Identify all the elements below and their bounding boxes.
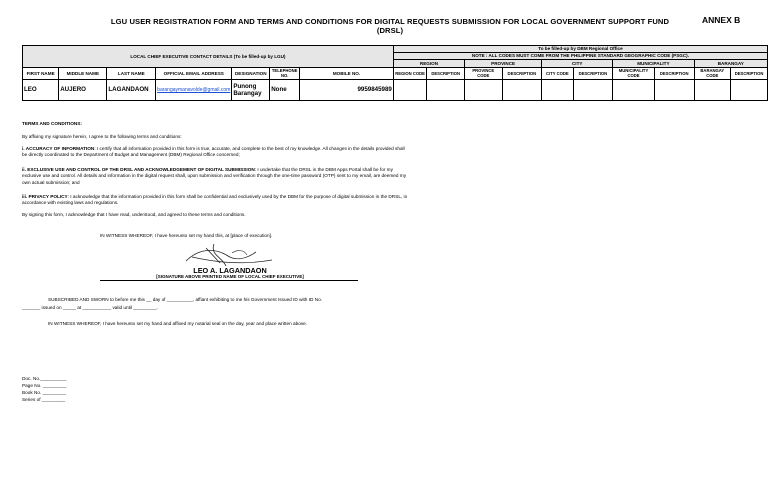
province-description-header: DESCRIPTION bbox=[502, 68, 542, 80]
notarial-witness-statement: IN WITNESS WHEREOF, I have hereunto set my hand and affixed my notarial seal on the day, year and place written above. bbox=[48, 321, 308, 326]
term-accuracy bbox=[22, 146, 410, 159]
region-description-header: DESCRIPTION bbox=[427, 68, 465, 80]
term-accuracy-label: i. ACCURACY OF INFORMATION bbox=[22, 146, 95, 151]
mobile-header: MOBILE NO. bbox=[300, 68, 394, 80]
city-group-header: CITY bbox=[542, 60, 613, 68]
term-exclusive-use bbox=[22, 167, 410, 186]
middle-name-cell[interactable]: AUJERO bbox=[59, 79, 107, 100]
barangay-group-header: BARANGAY bbox=[694, 60, 767, 68]
province-description-cell[interactable] bbox=[502, 79, 542, 100]
barangay-description-cell[interactable] bbox=[731, 79, 768, 100]
signature-caption: [SIGNATURE ABOVE PRINTED NAME OF LOCAL CHIEF EXECUTIVE] bbox=[156, 274, 304, 279]
term-privacy bbox=[22, 194, 410, 207]
term-exclusive-use-text: : I undertake that the DRSL in the DBM Apps Portal shall be for my exclusive use and control. All details and information in the digital request shall, upon submission and verification through the one-time password (OTP) sent to my email, are deemed my own actual submission; and bbox=[22, 167, 407, 185]
terms-closing: By signing this form, I acknowledge that I have read, understood, and agreed to these terms and conditions. bbox=[22, 212, 246, 217]
telephone-cell[interactable]: None bbox=[270, 79, 300, 100]
municipality-group-header: MUNICIPALITY bbox=[613, 60, 694, 68]
last-name-header: LAST NAME bbox=[107, 68, 156, 80]
lce-contact-header: LOCAL CHIEF EXECUTIVE CONTACT DETAILS (To be filled-up by LGU) bbox=[23, 46, 394, 68]
email-header: OFFICIAL EMAIL ADDRESS bbox=[156, 68, 232, 80]
city-description-header: DESCRIPTION bbox=[573, 68, 613, 80]
barangay-code-cell[interactable] bbox=[694, 79, 731, 100]
term-exclusive-use-label: ii. EXCLUSIVE USE AND CONTROL OF THE DRSL AND ACKNOWLEDGEMENT OF DIGITAL SUBMISSION bbox=[22, 167, 255, 172]
term-accuracy-text: : I certify that all information provided in this form is true, accurate, and complete to the best of my knowledge. All changes in the details provided shall be directly coordinated to the Department of Budget and Management (DBM) Regional Office concerned; bbox=[22, 146, 405, 158]
witness-statement: IN WITNESS WHEREOF, I have hereunto set my hand this, at [place of execution]. bbox=[100, 233, 273, 238]
city-code-cell[interactable] bbox=[542, 79, 573, 100]
municipality-code-cell[interactable] bbox=[613, 79, 655, 100]
registration-table bbox=[22, 45, 768, 101]
middle-name-header: MIDDLE NAME bbox=[59, 68, 107, 80]
jurat-line-2: _______ issued on _____ at ___________ valid until _________. bbox=[22, 305, 159, 310]
signature-image bbox=[180, 239, 280, 269]
first-name-header: FIRST NAME bbox=[23, 68, 59, 80]
city-description-cell[interactable] bbox=[573, 79, 613, 100]
terms-heading: TERMS AND CONDITIONS: bbox=[22, 121, 82, 126]
annex-label: ANNEX B bbox=[702, 15, 741, 25]
municipality-description-header: DESCRIPTION bbox=[654, 68, 694, 80]
region-code-cell[interactable] bbox=[393, 79, 426, 100]
barangay-code-header: BARANGAY CODE bbox=[694, 68, 731, 80]
jurat-line-1: SUBSCRIBED AND SWORN to before me this __ day of __________, affiant exhibiting to me his Government Issued ID with ID No. bbox=[48, 297, 323, 302]
barangay-description-header: DESCRIPTION bbox=[731, 68, 768, 80]
mobile-cell[interactable]: 9959845989 bbox=[300, 79, 394, 100]
designation-header: DESIGNATION bbox=[232, 68, 270, 80]
first-name-cell[interactable]: LEO bbox=[23, 79, 59, 100]
region-code-header: REGION CODE bbox=[393, 68, 426, 80]
page-number: Page No. _________ bbox=[22, 383, 67, 388]
psgc-note: NOTE : ALL CODES MUST COME FROM THE PHILIPPINE STANDARD GEOGRAPHIC CODE (PSGC). bbox=[393, 53, 767, 60]
last-name-cell[interactable]: LAGANDAON bbox=[107, 79, 156, 100]
municipality-code-header: MUNICIPALITY CODE bbox=[613, 68, 655, 80]
email-cell[interactable]: barangaymanavolde@gmail.com bbox=[156, 79, 232, 100]
signatory-name: LEO A. LAGANDAON bbox=[193, 266, 267, 275]
province-code-cell[interactable] bbox=[465, 79, 502, 100]
term-privacy-label: iii. PRIVACY POLICY bbox=[22, 194, 68, 199]
book-number: Book No. _________ bbox=[22, 390, 67, 395]
term-privacy-text: : I acknowledge that the information provided in this form shall be confidential and exclusively used by the DBM for the purpose of digital submission in the DRSL, in accordance with existing laws and regulations. bbox=[22, 194, 408, 206]
province-code-header: PROVINCE CODE bbox=[465, 68, 502, 80]
municipality-description-cell[interactable] bbox=[654, 79, 694, 100]
telephone-header: TELEPHONE NO. bbox=[270, 68, 300, 80]
form-title: LGU USER REGISTRATION FORM AND TERMS AND CONDITIONS FOR DIGITAL REQUESTS SUBMISSION FOR LOCAL GOVERNMENT SUPPORT FUND (DRSL) bbox=[110, 17, 670, 35]
series-number: Series of _________ bbox=[22, 397, 66, 402]
city-code-header: CITY CODE bbox=[542, 68, 573, 80]
region-description-cell[interactable] bbox=[427, 79, 465, 100]
dbm-header: To be filled-up by DBM Regional Office bbox=[393, 46, 767, 53]
region-group-header: REGION bbox=[393, 60, 464, 68]
table-row bbox=[23, 79, 768, 100]
doc-number: Doc. No.__________ bbox=[22, 376, 67, 381]
terms-intro: By affixing my signature herein, I agree to the following terms and conditions: bbox=[22, 134, 182, 139]
designation-cell[interactable]: Punong Barangay bbox=[232, 79, 270, 100]
province-group-header: PROVINCE bbox=[465, 60, 542, 68]
